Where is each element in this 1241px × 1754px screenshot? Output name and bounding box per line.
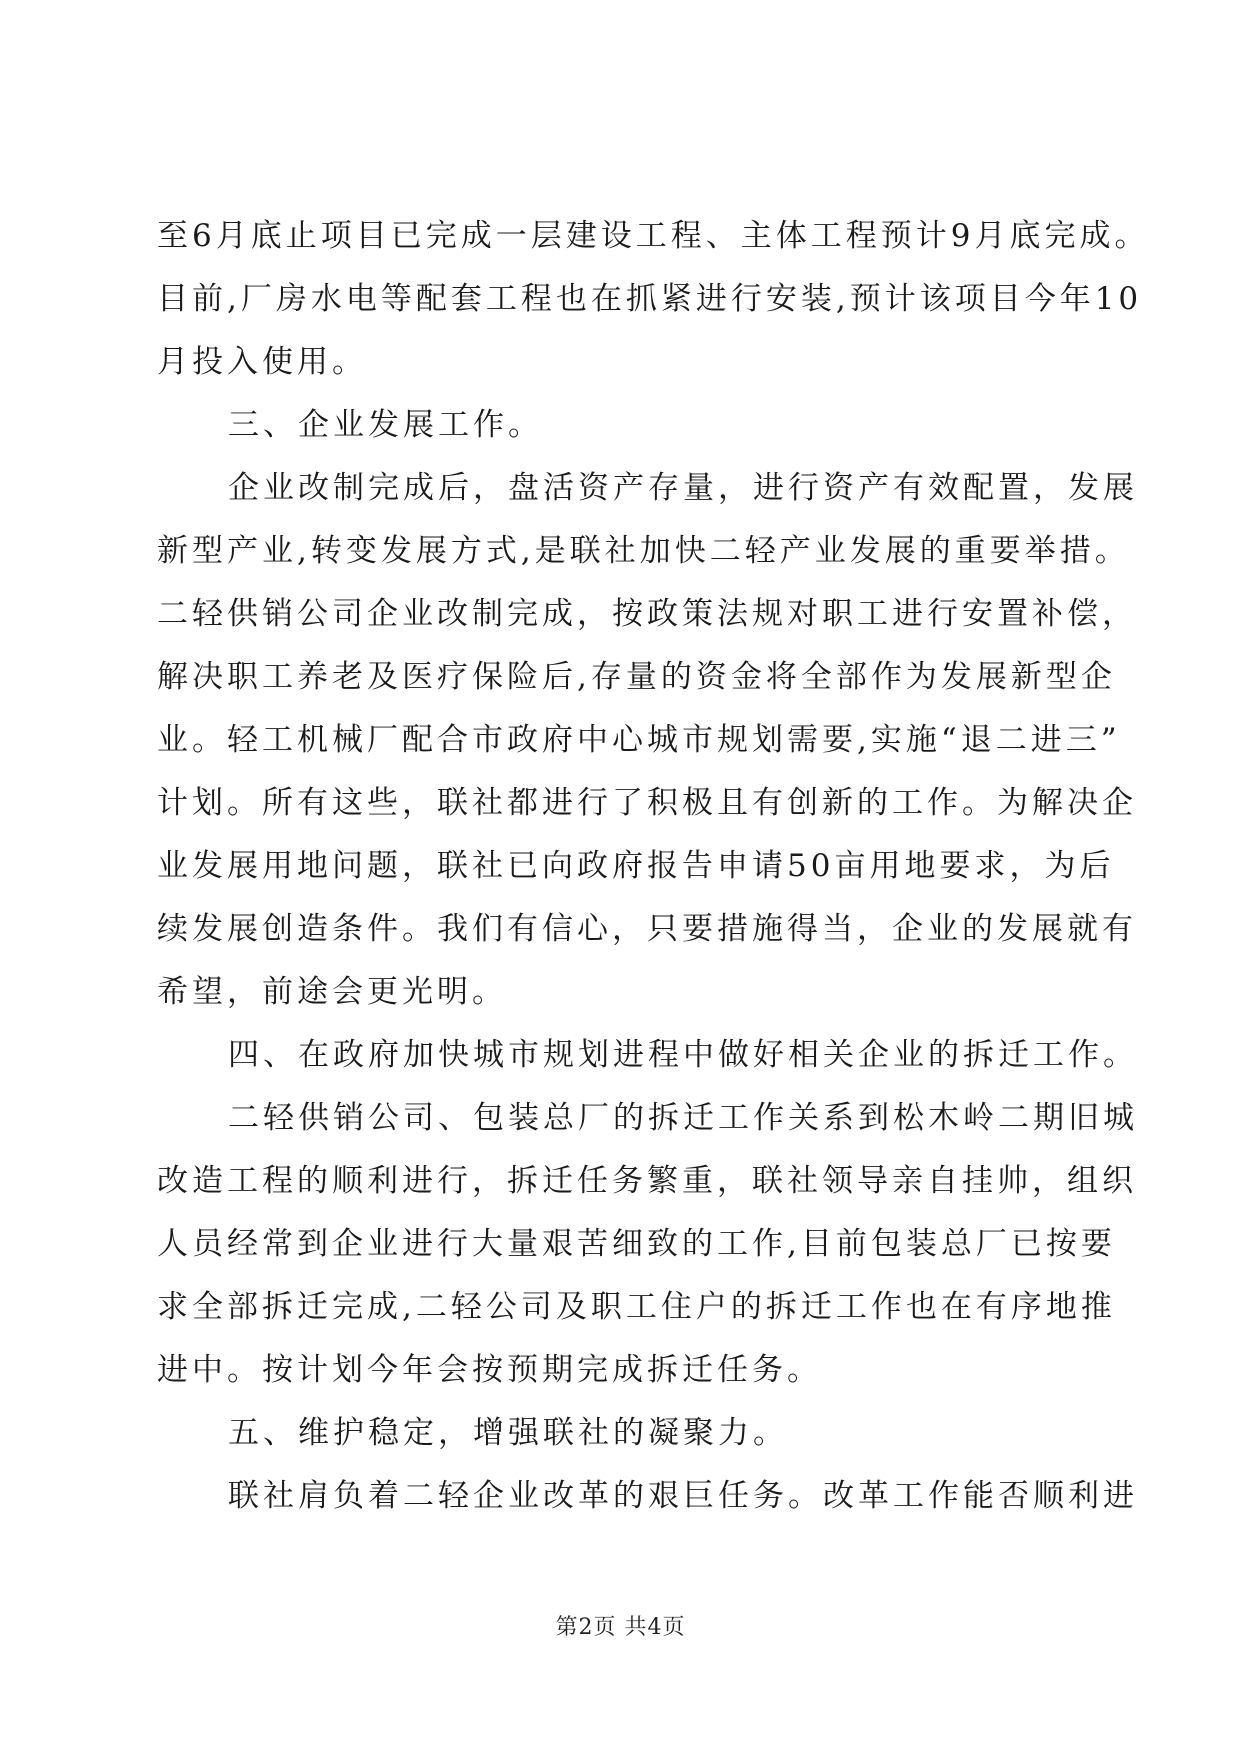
text-line: 求全部拆迁完成,二轻公司及职工住户的拆迁工作也在有序地推 (157, 1289, 1116, 1325)
text-line: 月投入使用。 (157, 344, 367, 380)
text-line: 希望，前途会更光明。 (157, 974, 507, 1010)
text-line: 业发展用地问题，联社已向政府报告申请50亩用地要求，为后 (157, 848, 1115, 884)
text-line: 改造工程的顺利进行，拆迁任务繁重，联社领导亲自挂帅，组织 (157, 1163, 1137, 1199)
text-line: 二轻供销公司企业改制完成，按政策法规对职工进行安置补偿， (157, 596, 1137, 632)
text-line: 新型产业,转变发展方式,是联社加快二轻产业发展的重要举措。 (157, 533, 1130, 569)
text-line: 二轻供销公司、包装总厂的拆迁工作关系到松木岭二期旧城 (228, 1100, 1138, 1136)
text-line: 目前,厂房水电等配套工程也在抓紧进行安装,预计该项目今年10 (157, 281, 1143, 317)
text-line: 联社肩负着二轻企业改革的艰巨任务。改革工作能否顺利进 (228, 1478, 1138, 1514)
page-number-footer: 第2页 共4页 (555, 1615, 686, 1640)
text-line: 人员经常到企业进行大量艰苦细致的工作,目前包装总厂已按要 (157, 1226, 1116, 1262)
text-line: 四、在政府加快城市规划进程中做好相关企业的拆迁工作。 (228, 1037, 1138, 1073)
text-line: 解决职工养老及医疗保险后,存量的资金将全部作为发展新型企 (157, 659, 1116, 695)
text-line: 三、企业发展工作。 (228, 407, 543, 443)
text-line: 企业改制完成后，盘活资产存量，进行资产有效配置，发展 (228, 470, 1138, 506)
body-text (157, 205, 1150, 1528)
text-line: 进中。按计划今年会按预期完成拆迁任务。 (157, 1352, 822, 1388)
text-line: 五、维护稳定，增强联社的凝聚力。 (228, 1415, 788, 1451)
text-line: 续发展创造条件。我们有信心，只要措施得当，企业的发展就有 (157, 911, 1137, 947)
text-line: 至6月底止项目已完成一层建设工程、主体工程预计9月底完成。 (157, 218, 1150, 254)
text-line: 计划。所有这些，联社都进行了积极且有创新的工作。为解决企 (157, 785, 1137, 821)
text-line: 业。轻工机械厂配合市政府中心城市规划需要,实施“退二进三” (157, 722, 1121, 758)
